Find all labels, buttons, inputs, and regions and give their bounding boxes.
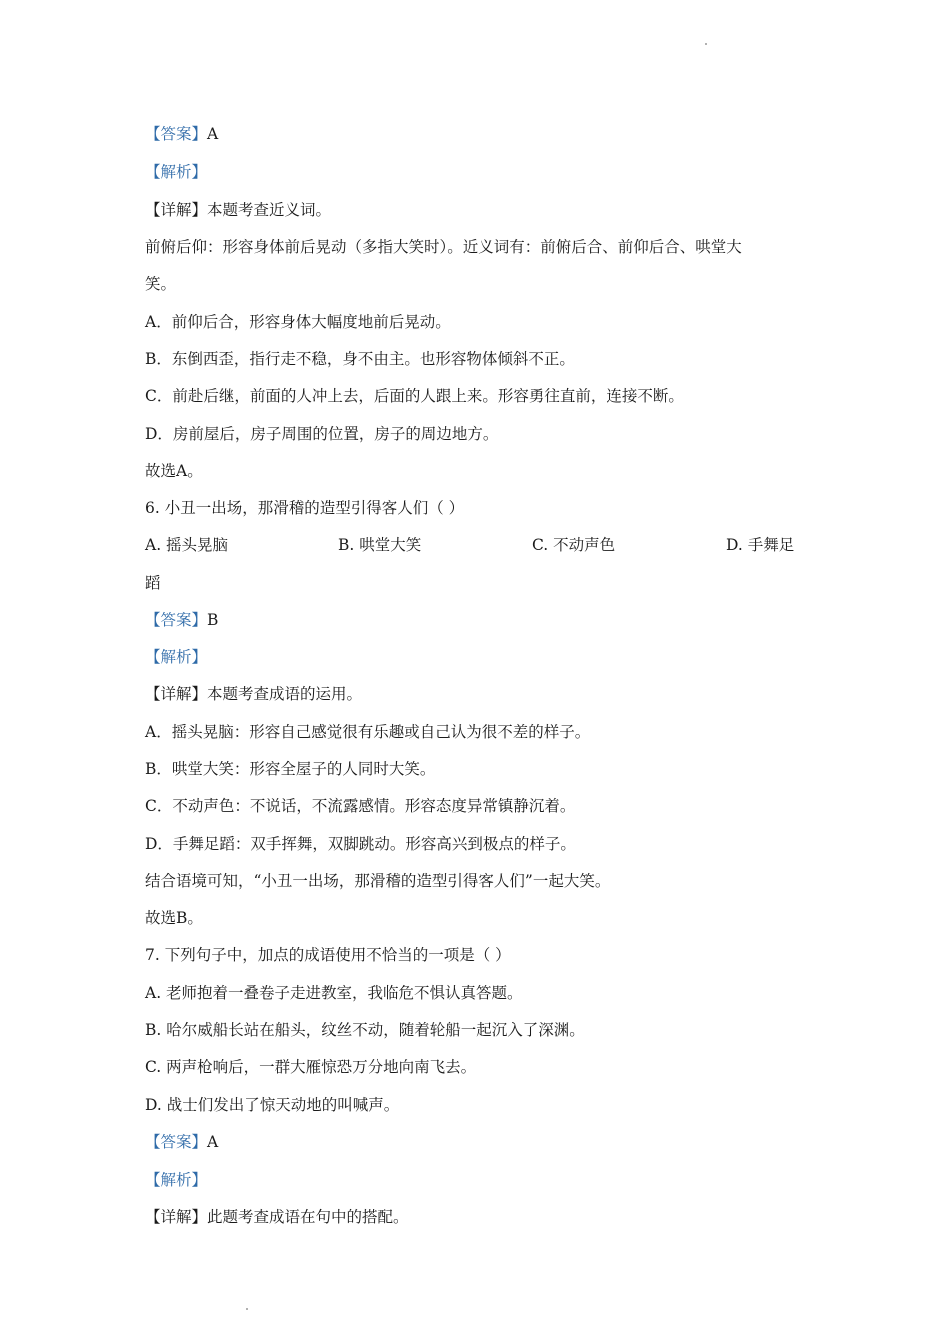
- q5-detail: 【详解】本题考查近义词。: [145, 201, 332, 219]
- q6-context: 结合语境可知，“小丑一出场，那滑稽的造型引得客人们”一起大笑。: [145, 872, 611, 890]
- q5-conclusion: 故选A。: [145, 462, 203, 480]
- answer-value: A: [207, 1133, 219, 1151]
- q5-answer: [145, 124, 218, 144]
- q6-detail: 【详解】本题考查成语的运用。: [145, 685, 363, 703]
- q7-option-b: B. 哈尔威船长站在船头，纹丝不动，随着轮船一起沉入了深渊。: [145, 1021, 585, 1039]
- q6-option-d: D．手舞足蹈：双手挥舞，双脚跳动。形容高兴到极点的样子。: [145, 835, 576, 853]
- answer-value: B: [207, 611, 219, 629]
- q6-option-b: B．哄堂大笑：形容全屋子的人同时大笑。: [145, 760, 436, 778]
- q7-option-a: A. 老师抱着一叠卷子走进教室，我临危不惧认真答题。: [145, 984, 523, 1002]
- scan-dot: [705, 43, 707, 45]
- q7-detail: 【详解】此题考查成语在句中的搭配。: [145, 1208, 409, 1226]
- q5-definition: 前俯后仰：形容身体前后晃动（多指大笑时）。近义词有：前俯后合、前仰后合、哄堂大: [145, 238, 742, 256]
- q6-option-a: A．摇头晃脑：形容自己感觉很有乐趣或自己认为很不差的样子。: [145, 723, 591, 741]
- q5-analysis-heading: 【解析】: [145, 163, 208, 181]
- q6-answer: [145, 610, 218, 630]
- q6-conclusion: 故选B。: [145, 909, 203, 927]
- q6-choice-wrap: 蹈: [145, 574, 161, 592]
- q7-analysis-heading: 【解析】: [145, 1171, 208, 1189]
- q6-choice-d: D. 手舞足: [726, 536, 795, 554]
- q7-option-d: D. 战士们发出了惊天动地的叫喊声。: [145, 1096, 400, 1114]
- answer-tag: 【答案】: [145, 125, 208, 143]
- q6-choice-b: B. 哄堂大笑: [338, 536, 422, 554]
- q5-definition-wrap: 笑。: [145, 275, 177, 293]
- answer-value: A: [207, 125, 219, 143]
- q7-question: 7. 下列句子中，加点的成语使用不恰当的一项是（ ）: [145, 946, 511, 964]
- q7-option-c: C. 两声枪响后，一群大雁惊恐万分地向南飞去。: [145, 1058, 477, 1076]
- q6-option-c: C．不动声色：不说话，不流露感情。形容态度异常镇静沉着。: [145, 797, 576, 815]
- q6-analysis-heading: 【解析】: [145, 648, 208, 666]
- q6-choice-c: C. 不动声色: [532, 536, 616, 554]
- answer-tag: 【答案】: [145, 611, 208, 629]
- q6-question: 6. 小丑一出场，那滑稽的造型引得客人们（ ）: [145, 499, 465, 517]
- q5-option-b: B．东倒西歪，指行走不稳，身不由主。也形容物体倾斜不正。: [145, 350, 575, 368]
- q7-answer: [145, 1132, 218, 1152]
- q6-choice-a: A. 摇头晃脑: [145, 536, 229, 554]
- answer-tag: 【答案】: [145, 1133, 208, 1151]
- scan-dot: [246, 1308, 248, 1310]
- q5-option-d: D．房前屋后，房子周围的位置，房子的周边地方。: [145, 425, 499, 443]
- q5-option-a: A．前仰后合，形容身体大幅度地前后晃动。: [145, 313, 451, 331]
- q5-option-c: C．前赴后继，前面的人冲上去，后面的人跟上来。形容勇往直前，连接不断。: [145, 387, 684, 405]
